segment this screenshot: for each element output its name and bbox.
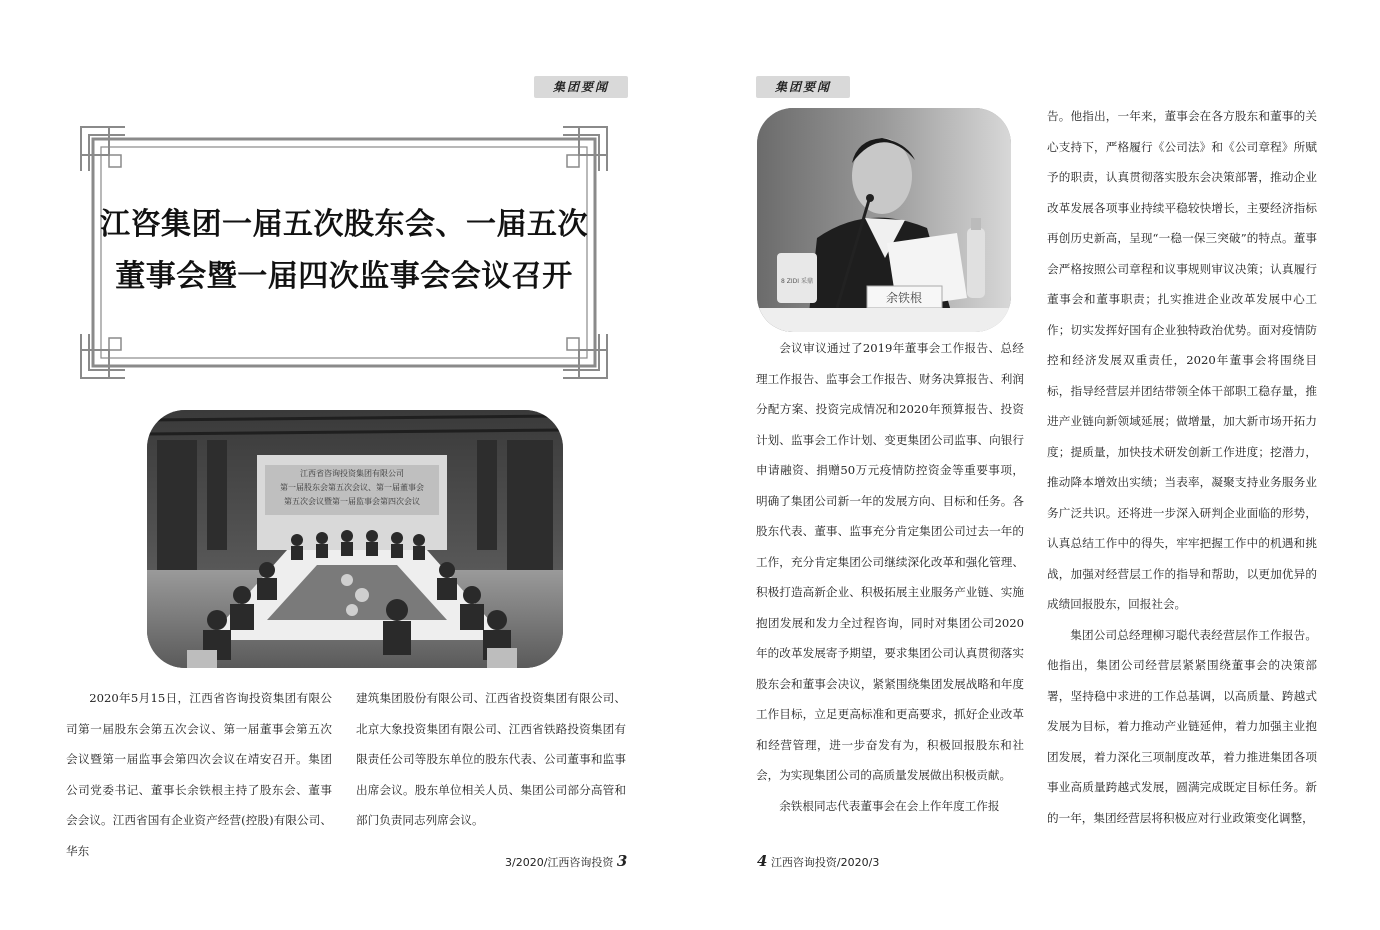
section-tag: 集团要闻 — [534, 76, 628, 98]
paragraph: 告。他指出，一年来，董事会在各方股东和董事的关心支持下，严格履行《公司法》和《公司章程》所赋予的职责，认真贯彻落实股东会决策部署，推动企业改革发展各项事业持续平稳较快增长，主要经济指标再创历史新高，呈现“一稳一保三突破”的特点。董事会严格按照公司章程和议事规则审议决策；认真履行董事会和董事职责；扎实推进企业改革发展中心工作；切实发挥好国有企业独特政治优势。面对疫情防控和经济发展双重责任，2020年董事会将围绕目标，指导经营层并团结带领全体干部职工稳存量，推进产业链向新领域延展；做增量，加大新市场开拓力度；提质量，加快技术研发创新工作进度；挖潜力，推动降本增效出实绩；当表率，凝聚支持业务服务业务广泛共识。还将进一步深入研判企业面临的形势，认真总结工作中的得失，牢牢把握工作中的机遇和挑战，加强对经营层工作的指导和帮助，以更加优异的成绩回报股东，回报社会。 — [1047, 109, 1317, 611]
text-column-1 — [756, 333, 1024, 821]
paragraph: 会议审议通过了2019年董事会工作报告、总经理工作报告、监事会工作报告、财务决算报告、利润分配方案、投资完成情况和2020年预算报告、投资计划、监事会工作计划、变更集团公司监事、向银行申请融资、捐赠50万元疫情防控资金等重要事项，明确了集团公司新一年的发展方向、目标和任务。各股东代表、董事、监事充分肯定集团公司过去一年的工作，充分肯定集团公司继续深化改革和强化管理、积极打造高新企业、积极拓展主业服务产业链、实施抱团发展和发力全过程咨询，同时对集团公司2020年的改革发展寄予期望，要求集团公司认真贯彻落实股东会和董事会决议，紧紧围绕集团发展战略和年度工作目标，立足更高标准和更高要求，抓好企业改革和经营管理，进一步奋发有为，积极回报股东和社会，为实现集团公司的高质量发展做出积极贡献。 — [756, 341, 1024, 782]
meeting-banner-line-3: 第五次会议暨第一届监事会第四次会议 — [284, 497, 420, 506]
title-line-1: 江咨集团一届五次股东会、一届五次 — [100, 207, 588, 242]
meeting-banner-line-1: 江西省咨询投资集团有限公司 — [300, 469, 404, 478]
cup-logo-text: 8 ZIDI 采鼎 — [781, 278, 813, 285]
title-frame — [79, 125, 609, 380]
text-column-2 — [356, 683, 626, 836]
meeting-photo — [147, 410, 563, 668]
paragraph: 集团公司总经理柳习聪代表经营层作工作报告。他指出，集团公司经营层紧紧围绕董事会的决策部署，坚持稳中求进的工作总基调，以高质量、跨越式发展为目标，着力推动产业链延伸，着力加强主业抱团发展，着力深化三项制度改革，着力推进集团各项事业高质量跨越式发展，圆满完成既定目标任务。新的一年，集团经营层将积极应对行业政策变化调整， — [1047, 627, 1317, 825]
page-number: 3 — [616, 852, 628, 870]
page-number: 4 — [757, 852, 768, 870]
paragraph: 2020年5月15日，江西省咨询投资集团有限公司第一届股东会第五次会议、第一届董事会第五次会议暨第一届监事会第四次会议在靖安召开。集团公司党委书记、董事长余铁根主持了股东会、董事会会议。江西省国有企业资产经营(控股)有限公司、华东 — [66, 691, 332, 858]
page-footer — [505, 852, 627, 870]
page-footer — [757, 852, 879, 870]
title-line-2: 董事会暨一届四次监事会会议召开 — [115, 259, 573, 294]
paragraph: 建筑集团股份有限公司、江西省投资集团有限公司、北京大象投资集团有限公司、江西省铁路投资集团有限责任公司等股东单位的股东代表、公司董事和监事出席会议。股东单位相关人员、集团公司部分高管和部门负责同志列席会议。 — [356, 691, 626, 827]
portrait-photo — [757, 108, 1011, 332]
right-page — [690, 0, 1380, 930]
nameplate-text: 余铁根 — [885, 291, 923, 305]
text-column-2 — [1047, 101, 1317, 833]
text-column-1 — [66, 683, 332, 866]
article-title — [79, 199, 609, 303]
paragraph: 余铁根同志代表董事会在会上作年度工作报 — [779, 798, 1000, 813]
section-tag: 集团要闻 — [756, 76, 850, 98]
footer-text: 3/2020/江西咨询投资 — [505, 856, 614, 869]
meeting-banner-line-2: 第一届股东会第五次会议、第一届董事会 — [280, 483, 424, 492]
footer-text: 江西咨询投资/2020/3 — [770, 856, 880, 869]
